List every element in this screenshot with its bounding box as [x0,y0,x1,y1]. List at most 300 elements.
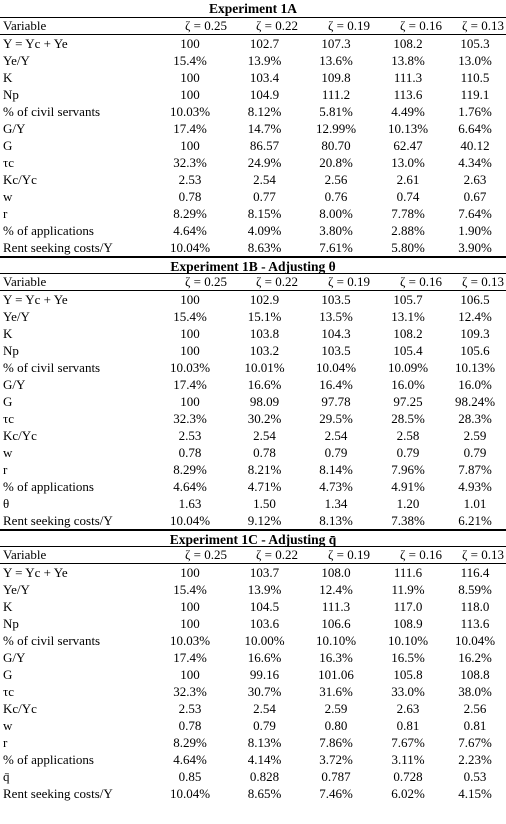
cell-value: 101.06 [318,667,354,682]
cell-value: 108.2 [393,326,423,341]
cell-value: 100 [180,394,200,409]
cell-value: 8.29% [173,462,207,477]
table-row [0,291,506,308]
cell-value: 7.64% [458,206,492,221]
cell-value: 100 [180,70,200,85]
cell-value: 100 [180,292,200,307]
row-label: % of applications [3,479,94,494]
cell-value: 4.93% [458,479,492,494]
table-row [0,171,506,188]
cell-value: 106.5 [460,292,490,307]
cell-value: 8.29% [173,735,207,750]
cell-value: 7.46% [319,786,353,801]
cell-value: 1.20 [396,496,420,511]
table-row [0,188,506,205]
table-row [0,393,506,410]
cell-value: 24.9% [247,155,282,170]
row-label: % of civil servants [3,633,101,648]
header-row [0,17,506,35]
table-row [0,700,506,717]
cell-value: 7.78% [391,206,425,221]
cell-value: 3.80% [319,223,353,238]
cell-value: 117.0 [393,599,423,614]
cell-value: 98.24% [454,394,496,409]
cell-value: 2.53 [178,701,202,716]
cell-value: 100 [180,599,200,614]
cell-value: 105.8 [393,667,423,682]
row-label: w [3,718,13,733]
cell-value: 5.81% [319,104,353,119]
cell-value: 8.00% [319,206,353,221]
cell-value: 7.87% [458,462,492,477]
cell-value: 13.9% [247,582,282,597]
header-zeta: ζ = 0.22 [256,18,298,33]
cell-value: 2.54 [253,428,276,443]
cell-value: 103.2 [249,343,280,358]
table-row [0,598,506,615]
cell-value: 13.0% [458,53,492,68]
row-label: Kc/Yc [3,172,37,187]
cell-value: 118.0 [460,599,490,614]
table-row [0,768,506,785]
cell-value: 103.5 [321,343,351,358]
cell-value: 86.57 [249,138,280,153]
cell-value: 7.38% [391,513,425,528]
table-row [0,683,506,700]
cell-value: 104.5 [249,599,280,614]
table-row [0,717,506,734]
row-label: Np [3,87,19,102]
cell-value: 1.76% [458,104,492,119]
cell-value: 107.3 [321,36,351,51]
cell-value: 16.0% [391,377,425,392]
cell-value: 13.9% [247,53,282,68]
cell-value: 1.50 [253,496,276,511]
header-zeta: ζ = 0.19 [328,547,370,562]
table-row [0,495,506,512]
table-row [0,666,506,683]
row-label: % of civil servants [3,104,101,119]
row-label: G/Y [3,650,26,665]
header-zeta: ζ = 0.16 [400,18,442,33]
table-row [0,359,506,376]
row-label: w [3,445,13,460]
cell-value: 2.53 [178,428,202,443]
cell-value: 109.3 [460,326,490,341]
cell-value: 12.99% [315,121,357,136]
cell-value: 10.04% [315,360,357,375]
row-label: r [3,462,8,477]
row-label: r [3,735,8,750]
table-row [0,649,506,666]
row-label: w [3,189,13,204]
row-label: Y = Yc + Ye [3,292,68,307]
header-zeta: ζ = 0.19 [328,18,370,33]
cell-value: 1.63 [178,496,202,511]
cell-value: 108.0 [321,565,351,580]
cell-value: 100 [180,667,200,682]
cell-value: 113.6 [393,87,423,102]
table-row [0,751,506,768]
cell-value: 8.59% [458,582,492,597]
header-row [0,546,506,564]
cell-value: 7.61% [319,240,353,255]
cell-value: 105.4 [393,343,423,358]
cell-value: 4.34% [458,155,492,170]
cell-value: 62.47 [393,138,423,153]
row-label: Np [3,343,19,358]
table-row [0,35,506,52]
cell-value: 103.5 [321,292,351,307]
row-label: τc [3,411,14,426]
cell-value: 113.6 [460,616,490,631]
cell-value: 32.3% [173,684,207,699]
cell-value: 0.787 [321,769,351,784]
cell-value: 3.72% [319,752,353,767]
table-row [0,376,506,393]
cell-value: 2.59 [463,428,487,443]
cell-value: 8.63% [247,240,282,255]
cell-value: 108.2 [393,36,423,51]
cell-value: 0.78 [178,718,202,733]
cell-value: 32.3% [173,155,207,170]
cell-value: 10.03% [169,360,211,375]
header-zeta: ζ = 0.22 [256,274,298,289]
row-label: % of applications [3,223,94,238]
cell-value: 2.23% [458,752,492,767]
row-label: G [3,667,13,682]
cell-value: 16.2% [458,650,492,665]
table-row [0,154,506,171]
table-row [0,342,506,359]
cell-value: 8.14% [319,462,353,477]
cell-value: 0.53 [463,769,487,784]
cell-value: 10.04% [169,240,211,255]
cell-value: 16.3% [319,650,353,665]
cell-value: 2.61 [396,172,420,187]
cell-value: 4.09% [247,223,282,238]
cell-value: 28.5% [391,411,425,426]
row-label: Rent seeking costs/Y [3,513,113,528]
cell-value: 1.90% [458,223,492,238]
cell-value: 16.4% [319,377,353,392]
cell-value: 111.6 [393,565,423,580]
cell-value: 8.15% [247,206,282,221]
cell-value: 0.79 [396,445,420,460]
cell-value: 103.8 [249,326,280,341]
cell-value: 2.58 [396,428,420,443]
row-label: θ [3,496,10,511]
cell-value: 100 [180,565,200,580]
table-row [0,581,506,598]
experiment-panel [0,0,506,256]
cell-value: 15.1% [247,309,282,324]
cell-value: 109.8 [321,70,351,85]
table-row [0,52,506,69]
cell-value: 16.0% [458,377,492,392]
header-variable: Variable [3,18,47,33]
cell-value: 10.10% [387,633,429,648]
cell-value: 4.15% [458,786,492,801]
cell-value: 111.2 [321,87,351,102]
cell-value: 7.96% [391,462,425,477]
cell-value: 100 [180,326,200,341]
cell-value: 40.12 [460,138,490,153]
cell-value: 0.74 [396,189,420,204]
cell-value: 105.7 [393,292,423,307]
row-label: τc [3,155,14,170]
header-zeta: ζ = 0.16 [400,274,442,289]
row-label: G/Y [3,121,26,136]
cell-value: 2.88% [391,223,425,238]
cell-value: 15.4% [173,582,207,597]
cell-value: 10.03% [169,633,211,648]
header-variable: Variable [3,547,47,562]
cell-value: 17.4% [173,377,207,392]
cell-value: 2.56 [463,701,487,716]
cell-value: 100 [180,87,200,102]
header-variable: Variable [3,274,47,289]
cell-value: 10.09% [387,360,429,375]
table-row [0,120,506,137]
cell-value: 2.63 [396,701,420,716]
cell-value: 111.3 [321,599,351,614]
cell-value: 15.4% [173,53,207,68]
cell-value: 16.5% [391,650,425,665]
cell-value: 111.3 [393,70,423,85]
cell-value: 4.64% [173,479,207,494]
cell-value: 4.14% [247,752,282,767]
table-row [0,308,506,325]
cell-value: 30.2% [247,411,282,426]
cell-value: 7.86% [319,735,353,750]
header-zeta: ζ = 0.25 [185,547,227,562]
cell-value: 0.85 [178,769,202,784]
cell-value: 0.728 [393,769,423,784]
header-zeta: ζ = 0.25 [185,274,227,289]
table-row [0,427,506,444]
header-zeta: ζ = 0.25 [185,18,227,33]
cell-value: 6.02% [391,786,425,801]
cell-value: 12.4% [458,309,492,324]
table-row [0,222,506,239]
cell-value: 0.78 [178,189,202,204]
row-label: K [3,599,13,614]
experiment-panel [0,256,506,529]
cell-value: 11.9% [391,582,425,597]
cell-value: 0.78 [178,445,202,460]
cell-value: 80.70 [321,138,351,153]
row-label: Rent seeking costs/Y [3,786,113,801]
cell-value: 6.21% [458,513,492,528]
cell-value: 10.13% [387,121,429,136]
cell-value: 2.56 [324,172,348,187]
cell-value: 12.4% [319,582,353,597]
header-zeta: ζ = 0.13 [462,18,504,33]
cell-value: 100 [180,616,200,631]
table-row [0,564,506,581]
cell-value: 10.03% [169,104,211,119]
table-row [0,205,506,222]
cell-value: 4.64% [173,223,207,238]
table-row [0,632,506,649]
cell-value: 106.6 [321,616,351,631]
header-zeta: ζ = 0.16 [400,547,442,562]
cell-value: 97.25 [393,394,423,409]
header-row [0,273,506,291]
cell-value: 4.91% [391,479,425,494]
cell-value: 16.6% [247,377,282,392]
cell-value: 17.4% [173,650,207,665]
cell-value: 9.12% [247,513,282,528]
row-label: Y = Yc + Ye [3,565,68,580]
cell-value: 2.54 [253,172,276,187]
cell-value: 110.5 [460,70,490,85]
cell-value: 10.10% [315,633,357,648]
cell-value: 10.04% [169,786,211,801]
row-label: K [3,326,13,341]
header-zeta: ζ = 0.13 [462,274,504,289]
cell-value: 13.5% [319,309,353,324]
cell-value: 10.13% [454,360,496,375]
cell-value: 20.8% [319,155,353,170]
cell-value: 99.16 [249,667,280,682]
row-label: Rent seeking costs/Y [3,240,113,255]
cell-value: 105.3 [460,36,490,51]
row-label: G/Y [3,377,26,392]
cell-value: 100 [180,138,200,153]
row-label: Kc/Yc [3,428,37,443]
cell-value: 13.6% [319,53,353,68]
table-row [0,69,506,86]
row-label: r [3,206,8,221]
cell-value: 30.7% [247,684,282,699]
cell-value: 10.04% [454,633,496,648]
cell-value: 38.0% [458,684,492,699]
cell-value: 2.63 [463,172,487,187]
cell-value: 0.79 [463,445,487,460]
cell-value: 108.9 [393,616,423,631]
cell-value: 0.828 [249,769,280,784]
row-label: % of applications [3,752,94,767]
cell-value: 3.90% [458,240,492,255]
experiment-panel [0,529,506,802]
cell-value: 104.9 [249,87,280,102]
table-row [0,615,506,632]
table-row [0,86,506,103]
cell-value: 7.67% [458,735,492,750]
cell-value: 108.8 [460,667,490,682]
cell-value: 116.4 [460,565,490,580]
cell-value: 8.29% [173,206,207,221]
cell-value: 100 [180,36,200,51]
row-label: Ye/Y [3,53,30,68]
cell-value: 33.0% [391,684,425,699]
cell-value: 10.01% [244,360,285,375]
cell-value: 100 [180,343,200,358]
cell-value: 0.67 [463,189,487,204]
cell-value: 0.76 [324,189,348,204]
row-label: Y = Yc + Ye [3,36,68,51]
cell-value: 13.8% [391,53,425,68]
table-row [0,325,506,342]
row-label: q̄ [3,769,10,784]
header-zeta: ζ = 0.13 [462,547,504,562]
row-label: τc [3,684,14,699]
cell-value: 14.7% [247,121,282,136]
cell-value: 2.59 [324,701,348,716]
cell-value: 8.13% [247,735,282,750]
cell-value: 8.13% [319,513,353,528]
row-label: Ye/Y [3,309,30,324]
table-row [0,410,506,427]
row-label: Np [3,616,19,631]
cell-value: 6.64% [458,121,492,136]
cell-value: 98.09 [249,394,280,409]
header-zeta: ζ = 0.19 [328,274,370,289]
cell-value: 0.80 [324,718,348,733]
cell-value: 17.4% [173,121,207,136]
cell-value: 104.3 [321,326,351,341]
table-row [0,734,506,751]
row-label: Ye/Y [3,582,30,597]
cell-value: 4.49% [391,104,425,119]
cell-value: 0.79 [324,445,348,460]
table-row [0,444,506,461]
table-row [0,478,506,495]
cell-value: 0.77 [253,189,276,204]
panel-title: Experiment 1A [208,1,298,16]
header-zeta: ζ = 0.22 [256,547,298,562]
cell-value: 119.1 [460,87,490,102]
cell-value: 102.7 [249,36,280,51]
cell-value: 3.11% [391,752,425,767]
row-label: % of civil servants [3,360,101,375]
cell-value: 2.54 [324,428,348,443]
cell-value: 5.80% [391,240,425,255]
cell-value: 4.73% [319,479,353,494]
table-row [0,785,506,802]
cell-value: 13.0% [391,155,425,170]
row-label: K [3,70,13,85]
cell-value: 103.4 [249,70,280,85]
cell-value: 8.12% [247,104,282,119]
row-label: G [3,394,13,409]
table-row [0,239,506,256]
cell-value: 1.01 [463,496,487,511]
cell-value: 0.78 [253,445,276,460]
cell-value: 31.6% [319,684,353,699]
table-row [0,512,506,529]
cell-value: 2.53 [178,172,202,187]
cell-value: 29.5% [319,411,353,426]
cell-value: 16.6% [247,650,282,665]
cell-value: 103.6 [249,616,280,631]
panel-title: Experiment 1B - Adjusting θ [0,256,506,273]
cell-value: 103.7 [249,565,280,580]
cell-value: 1.34 [324,496,348,511]
panel-title: Experiment 1C - Adjusting q̄ [0,529,506,546]
cell-value: 10.00% [244,633,285,648]
cell-value: 7.67% [391,735,425,750]
cell-value: 4.64% [173,752,207,767]
cell-value: 13.1% [391,309,425,324]
cell-value: 32.3% [173,411,207,426]
row-label: Kc/Yc [3,701,37,716]
cell-value: 28.3% [458,411,492,426]
cell-value: 10.04% [169,513,211,528]
row-label: G [3,138,13,153]
